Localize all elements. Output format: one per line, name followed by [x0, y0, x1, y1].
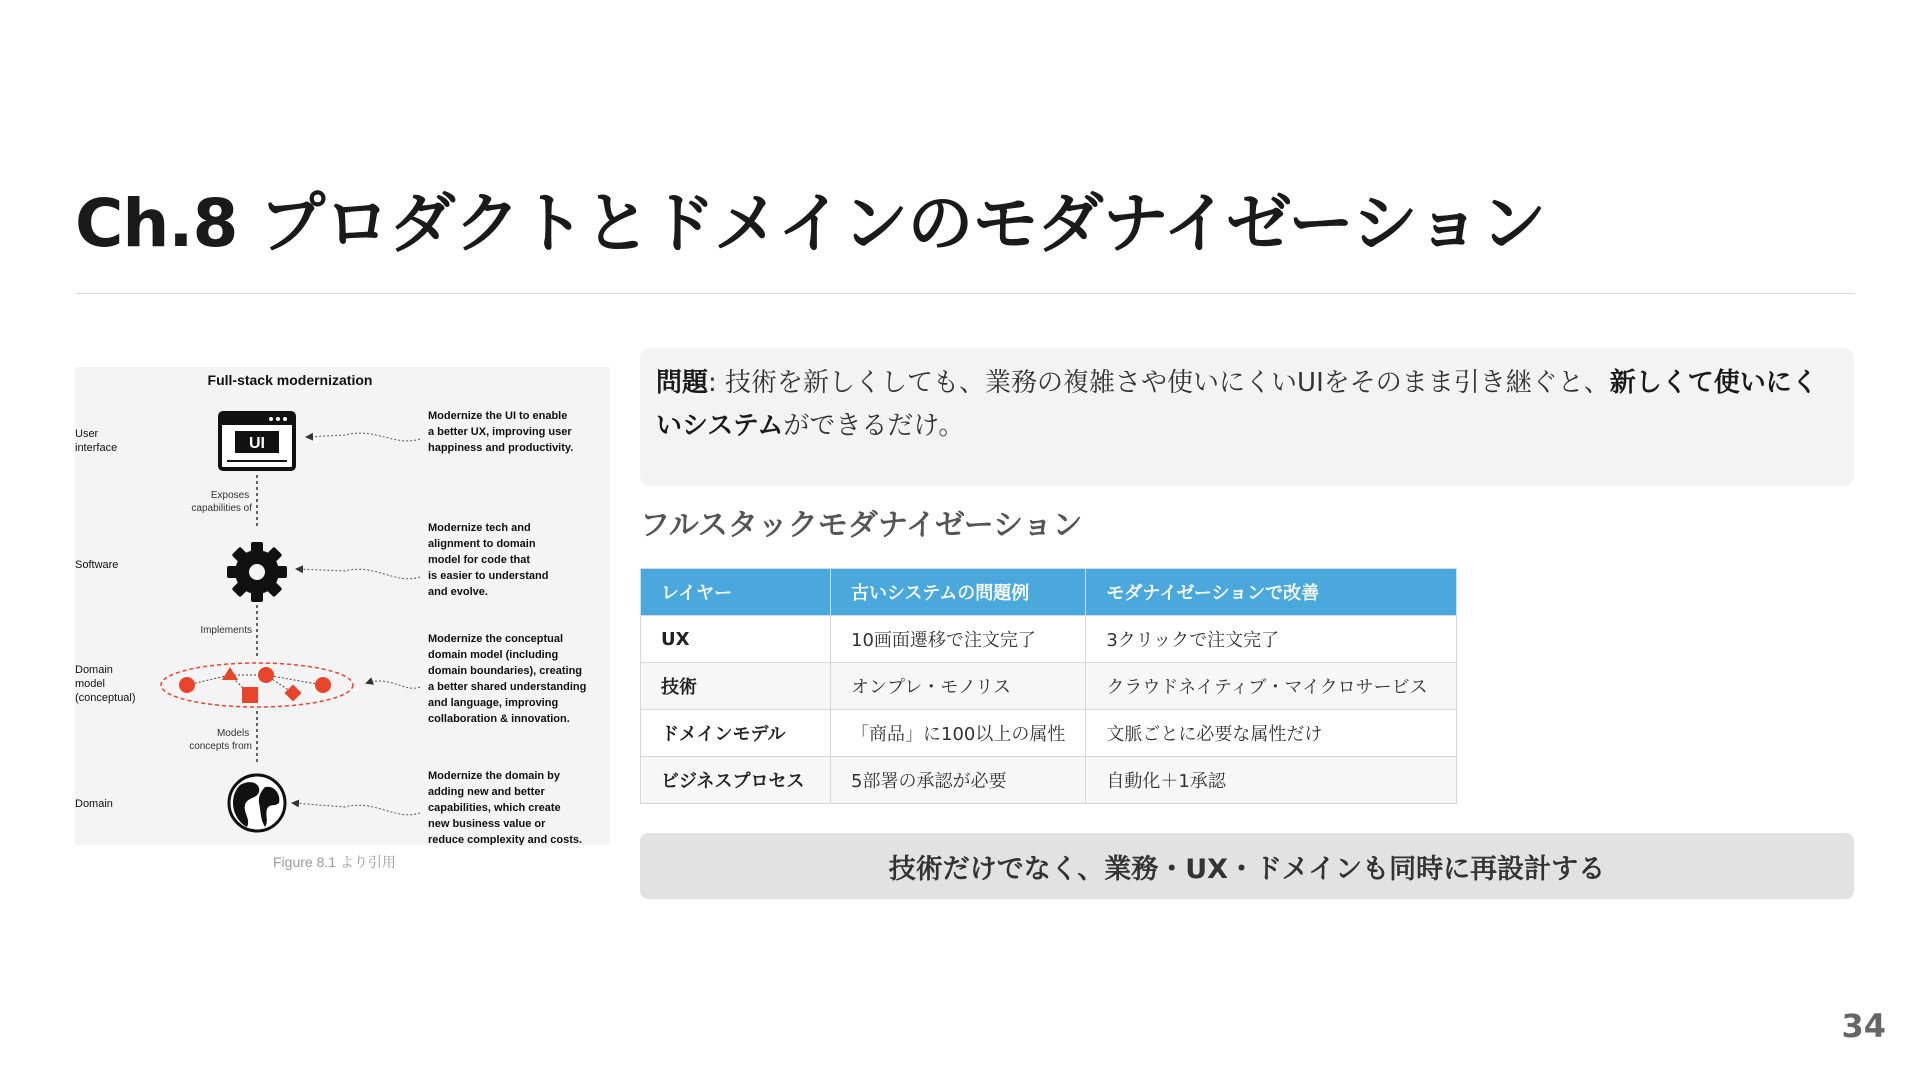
table-cell-new: クラウドネイティブ・マイクロサービス: [1086, 663, 1457, 710]
title-divider: [75, 293, 1855, 294]
table-cell-layer: ビジネスプロセス: [641, 757, 831, 804]
problem-text: : 技術を新しくしても、業務の複雑さや使いにくいUIをそのまま引き継ぐと、: [708, 368, 1610, 398]
layer-label-software: Software: [75, 559, 119, 571]
note-domain: Modernize the domain by adding new and better capabilities, which create new business value or reduce complexity and costs.: [428, 770, 583, 845]
full-stack-modernization-figure: [75, 367, 610, 845]
browser-window-icon: [220, 413, 294, 469]
table-cell-layer: ドメインモデル: [641, 710, 831, 757]
table-header-improvement: モダナイゼーションで改善: [1086, 569, 1457, 616]
table-row: [641, 757, 1457, 804]
connector-label-exposes: Exposes capabilities of: [191, 490, 252, 514]
table-cell-old: 10画面遷移で注文完了: [831, 616, 1086, 663]
table-cell-old: 「商品」に100以上の属性: [831, 710, 1086, 757]
modernization-table: [640, 568, 1457, 804]
table-cell-layer: 技術: [641, 663, 831, 710]
globe-icon: [229, 775, 285, 831]
connector-label-models: Models concepts from: [189, 728, 252, 752]
connector-label-implements: Implements: [200, 625, 252, 636]
table-header-layer: レイヤー: [641, 569, 831, 616]
table-row: [641, 710, 1457, 757]
note-domain-model: Modernize the conceptual domain model (including domain boundaries), creating a better shared understanding and language, improving collaboration & innovation.: [428, 633, 587, 725]
layer-label-domain-model: Domain model (conceptual): [75, 664, 136, 704]
note-software: Modernize tech and alignment to domain model for code that is easier to understand and evolve.: [428, 522, 549, 598]
figure-heading: Full-stack modernization: [207, 372, 373, 388]
slide-title: Ch.8 プロダクトとドメインのモダナイゼーション: [75, 185, 1546, 262]
summary-banner: 技術だけでなく、業務・UX・ドメインも同時に再設計する: [640, 833, 1854, 899]
page-number: 34: [1841, 1007, 1886, 1045]
problem-text-end: ができるだけ。: [783, 411, 965, 441]
table-row: [641, 616, 1457, 663]
problem-emphasis: 新しくて使いにくいシステム: [656, 368, 1818, 441]
table-cell-old: 5部署の承認が必要: [831, 757, 1086, 804]
table-row: [641, 663, 1457, 710]
table-cell-layer: UX: [641, 616, 831, 663]
table-cell-new: 文脈ごとに必要な属性だけ: [1086, 710, 1457, 757]
table-header-old-issues: 古いシステムの問題例: [831, 569, 1086, 616]
problem-box: [640, 348, 1854, 486]
figure-caption: Figure 8.1 より引用: [273, 854, 396, 870]
problem-label: 問題: [656, 368, 709, 398]
svg-text:UI: UI: [249, 435, 265, 452]
table-cell-new: 自動化＋1承認: [1086, 757, 1457, 804]
section-heading: フルスタックモダナイゼーション: [640, 508, 1083, 543]
note-ui: Modernize the UI to enable a better UX, improving user happiness and productivity.: [428, 410, 574, 454]
gear-icon: [227, 542, 287, 602]
layer-label-user-interface: User interface: [75, 428, 118, 454]
table-cell-old: オンプレ・モノリス: [831, 663, 1086, 710]
layer-label-domain: Domain: [75, 798, 113, 810]
table-cell-new: 3クリックで注文完了: [1086, 616, 1457, 663]
domain-model-shapes-icon: [161, 663, 353, 707]
table-header-row: [641, 569, 1457, 616]
